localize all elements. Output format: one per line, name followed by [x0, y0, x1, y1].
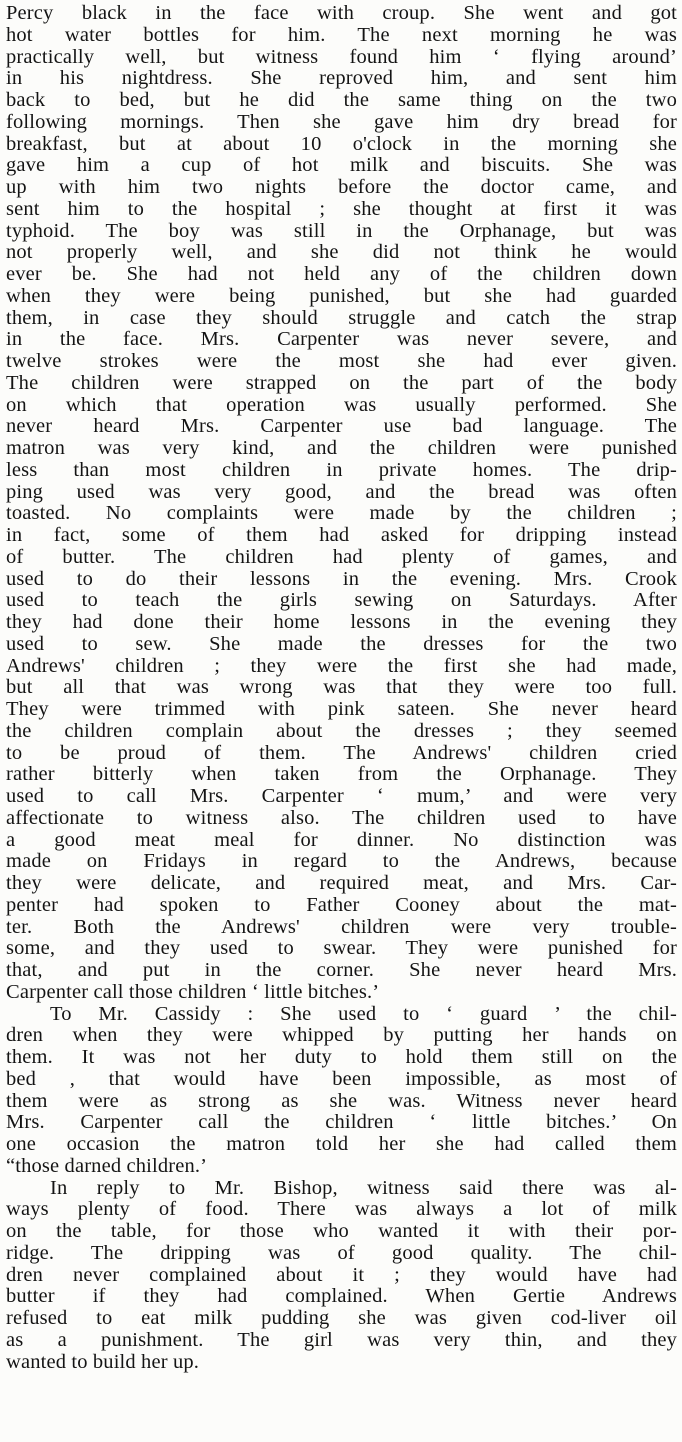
text-line: them. It was not her duty to hold them still on the [6, 1047, 677, 1068]
text-line: butter if they had complained. When Gertie Andrews [6, 1286, 677, 1308]
text-line: refused to eat milk pudding she was given cod-liver oil [6, 1308, 677, 1329]
text-line: toasted. No complaints were made by the children ; [6, 503, 677, 525]
text-line: up with him two nights before the doctor came, and [6, 177, 677, 198]
text-line: a good meat meal for dinner. No distinction was [6, 829, 677, 851]
text-line: Carpenter call those children ‘ little bitches.’ [6, 981, 380, 1003]
text-line: them, in case they should struggle and catch the strap [6, 307, 677, 329]
text-line: ping used was very good, and the bread was often [6, 481, 677, 503]
text-line: some, and they used to swear. They were punished for [6, 938, 677, 960]
text-line: affectionate to witness also. The children used to have [6, 807, 677, 829]
text-line: ever be. She had not held any of the children down [6, 264, 677, 285]
text-line: typhoid. The boy was still in the Orphanage, but was [6, 220, 677, 242]
text-line: dren never complained about it ; they would have had [6, 1264, 677, 1286]
text-line: in the face. Mrs. Carpenter was never severe, and [6, 329, 677, 351]
text-line: the children complain about the dresses ; they seemed [6, 720, 677, 742]
text-line: following mornings. Then she gave him dry bread for [6, 111, 677, 133]
text-line: “those darned children.’ [6, 1155, 208, 1177]
text-line: wanted to build her up. [6, 1351, 200, 1373]
text-line: in his nightdress. She reproved him, and sent him [6, 68, 677, 90]
text-line: ways plenty of food. There was always a lot of milk [6, 1199, 677, 1221]
text-line: but all that was wrong was that they were too full. [6, 677, 677, 699]
text-line: on the table, for those who wanted it with their por- [6, 1221, 677, 1242]
text-line: not properly well, and she did not think he would [6, 242, 677, 264]
text-line: To Mr. Cassidy : She used to ‘ guard ’ the chil- [50, 1003, 677, 1025]
text-line: of butter. The children had plenty of games, and [6, 546, 677, 568]
text-line: twelve strokes were the most she had ever given. [6, 351, 677, 372]
text-line: one occasion the matron told her she had called them [6, 1134, 677, 1155]
text-line: back to bed, but he did the same thing on the two [6, 90, 677, 111]
text-line: used to teach the girls sewing on Saturdays. After [6, 590, 677, 612]
text-line: they were delicate, and required meat, and Mrs. Car- [6, 873, 677, 894]
text-line: when they were being punished, but she had guarded [6, 285, 677, 307]
text-line: The children were strapped on the part of the body [6, 372, 677, 394]
text-line: breakfast, but at about 10 o'clock in the morning she [6, 133, 677, 155]
text-line: on which that operation was usually performed. She [6, 394, 677, 416]
text-line: Andrews' children ; they were the first she had made, [6, 655, 677, 677]
text-line: hot water bottles for him. The next morning he was [6, 24, 677, 46]
text-line: dren when they were whipped by putting her hands on [6, 1025, 677, 1047]
text-line: that, and put in the corner. She never heard Mrs. [6, 960, 677, 981]
text-line: never heard Mrs. Carpenter use bad language. The [6, 416, 677, 438]
text-line: made on Fridays in regard to the Andrews, because [6, 851, 677, 873]
text-line: Percy black in the face with croup. She went and got [6, 3, 677, 24]
text-line: ridge. The dripping was of good quality. The chil- [6, 1242, 677, 1264]
text-line: used to do their lessons in the evening. Mrs. Crook [6, 568, 677, 590]
text-line: rather bitterly when taken from the Orphanage. They [6, 764, 677, 786]
text-line: gave him a cup of hot milk and biscuits. She was [6, 155, 677, 177]
text-line: bed , that would have been impossible, as most of [6, 1068, 677, 1090]
text-line: them were as strong as she was. Witness never heard [6, 1090, 677, 1112]
text-line: used to call Mrs. Carpenter ‘ mum,’ and were very [6, 786, 677, 807]
text-line: They were trimmed with pink sateen. She never heard [6, 699, 677, 720]
text-line: to be proud of them. The Andrews' children cried [6, 742, 677, 764]
text-line: ter. Both the Andrews' children were very trouble- [6, 916, 677, 938]
text-line: they had done their home lessons in the evening they [6, 612, 677, 633]
text-line: in fact, some of them had asked for dripping instead [6, 525, 677, 546]
text-line: In reply to Mr. Bishop, witness said there was al- [50, 1177, 677, 1199]
text-line: used to sew. She made the dresses for the two [6, 633, 677, 655]
text-line: penter had spoken to Father Cooney about the mat- [6, 894, 677, 916]
text-line: less than most children in private homes. The drip- [6, 459, 677, 481]
text-line: as a punishment. The girl was very thin, and they [6, 1329, 677, 1351]
text-line: practically well, but witness found him ‘ flying around’ [6, 46, 677, 68]
text-line: Mrs. Carpenter call the children ‘ little bitches.’ On [6, 1112, 677, 1134]
paragraph-cross-examination-cassidy [6, 1004, 677, 1178]
text-line: sent him to the hospital ; she thought at first it was [6, 198, 677, 220]
paragraph-testimony [6, 3, 677, 1004]
paragraph-reply-bishop [6, 1178, 677, 1374]
text-line: matron was very kind, and the children were punished [6, 438, 677, 459]
